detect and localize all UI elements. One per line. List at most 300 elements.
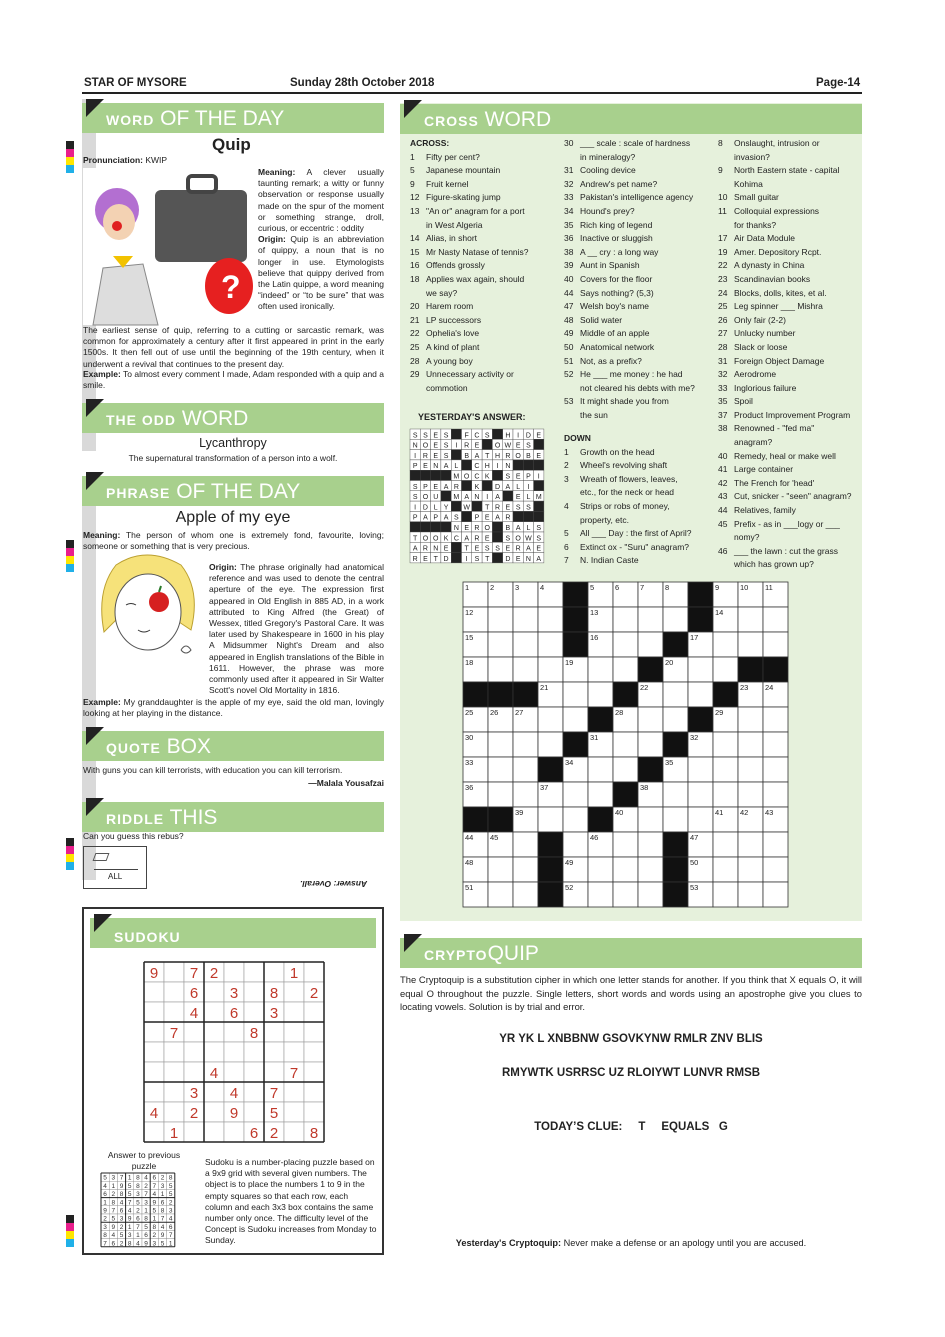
crossword-clue-number: 38 (640, 783, 649, 792)
crossword-cell (638, 857, 663, 882)
yesterday-letter: E (474, 442, 480, 450)
crossword-cell (588, 857, 613, 882)
crossword-cell (588, 882, 613, 907)
yesterday-letter: O (433, 535, 439, 543)
yesterday-letter: L (526, 494, 531, 502)
sudoku-cell (164, 982, 184, 1002)
page-number: Page-14 (816, 77, 861, 89)
clue-number: 29 (410, 369, 420, 380)
clue-number: 19 (718, 246, 728, 257)
sudoku-cell (204, 1042, 224, 1062)
cmyk-mark (66, 540, 74, 572)
sudoku-digit: 3 (229, 985, 239, 1002)
crossword-cell (488, 732, 513, 757)
crossword-clue-number: 52 (565, 883, 574, 892)
clue-number: 15 (410, 246, 420, 257)
clue-text: Not, as a prefix? (580, 355, 642, 366)
yesterday-letter: O (494, 442, 501, 450)
crossword-black-cell (638, 757, 663, 782)
clue-item (410, 300, 560, 314)
clue-number: 24 (718, 287, 728, 298)
sudoku-cell (164, 1082, 184, 1102)
crossword-clue-number: 16 (590, 633, 599, 642)
yesterday-black-cell (451, 501, 461, 511)
clue-number (718, 219, 734, 233)
crossword-cell (613, 757, 638, 782)
sudoku-cell (144, 1082, 164, 1102)
clue-item (718, 191, 862, 205)
clue-text: Cooling device (580, 165, 636, 176)
sudoku-description: Sudoku is a number-placing puzzle based on a 9x9 grid with several given numbers. The object is to place the numbers 1 to 9 in the empty squares so that each row, each column and each 3x3 box contains the same number only once. The difficulty level of the Concept is Sudoku increases from Monday to Sunday. (205, 1157, 377, 1246)
riddle-question: Can you guess this rebus? (83, 831, 184, 841)
crossword-cell (513, 857, 538, 882)
crossword-black-cell (638, 657, 663, 682)
clue-text: He ___ me money : he had (580, 369, 683, 380)
crossword-clue-number: 35 (665, 758, 674, 767)
clue-item (718, 558, 862, 572)
clue-number: 10 (718, 192, 728, 203)
crossword-clue-number: 40 (615, 808, 624, 817)
clue-text: Harem room (426, 301, 474, 312)
yesterday-letter: U (433, 494, 439, 502)
clue-item (564, 191, 716, 205)
clue-number: 38 (718, 423, 728, 434)
yesterday-letter: A (495, 514, 500, 522)
yesterday-black-cell (523, 511, 533, 521)
clue-item (410, 259, 560, 273)
prev-digit: 5 (127, 1191, 132, 1199)
clue-text: etc., for the neck or head (580, 487, 675, 498)
prev-digit: 1 (103, 1199, 107, 1207)
yesterday-black-cell (462, 481, 472, 491)
clue-number: 17 (718, 233, 728, 244)
yesterday-letter: I (486, 494, 489, 502)
yesterday-letter: I (414, 504, 417, 512)
yesterday-letter: S (505, 473, 511, 481)
clue-number: 51 (564, 355, 574, 366)
yesterday-letter: E (433, 442, 439, 450)
yesterday-letter: A (505, 483, 511, 491)
clue-item (718, 164, 862, 178)
clue-number: 5 (410, 165, 415, 176)
quip-history: The earliest sense of quip, referring to a cutting or sarcastic remark, was common for approximately a century after it first appeared in print in the early 1500s. It then fell out of use until the beginning of the 19th century, when it underwent a revival that continues to the present day. (83, 325, 384, 369)
crossword-cell (763, 882, 788, 907)
crossword-clue-number: 21 (540, 683, 549, 692)
clue-item (410, 355, 560, 369)
crossword-black-cell (688, 607, 713, 632)
prev-digit: 1 (127, 1174, 132, 1182)
sudoku-digit: 3 (269, 1005, 279, 1022)
yesterday-letter: E (464, 525, 469, 532)
crossword-clue-number: 36 (465, 783, 474, 792)
clue-item (718, 341, 862, 355)
yesterday-letter: E (433, 432, 439, 440)
yesterday-letter: O (422, 442, 429, 450)
yesterday-letter: L (526, 525, 531, 532)
across-col1 (410, 137, 560, 395)
yesterday-letter: S (443, 432, 449, 440)
crossword-cell (488, 632, 513, 657)
crossword-clue-number: 8 (665, 583, 670, 592)
yesterday-letter: M (535, 494, 542, 502)
yesterday-letter: P (412, 514, 418, 522)
header-rule (82, 92, 862, 94)
yesterday-black-cell (523, 460, 533, 470)
clue-text: A dynasty in China (734, 260, 805, 271)
yesterday-letter: P (474, 514, 480, 522)
yesterday-black-cell (462, 460, 472, 470)
yesterday-letter: E (505, 504, 511, 512)
sudoku-cell (244, 982, 264, 1002)
crossword-cell (688, 757, 713, 782)
crossword-black-cell (613, 782, 638, 807)
clue-number: 21 (410, 314, 420, 325)
crossword-cell (638, 707, 663, 732)
paper-name: STAR OF MYSORE (84, 77, 187, 89)
crossword-black-cell (588, 807, 613, 832)
sudoku-digit: 1 (289, 965, 299, 982)
yesterday-black-cell (410, 522, 420, 532)
clue-item (564, 527, 716, 541)
clue-text: in mineralogy? (580, 151, 636, 162)
crossword-clue-number: 27 (515, 708, 524, 717)
clue-text: we say? (426, 287, 458, 298)
clue-text: Onslaught, intrusion or (734, 138, 820, 148)
prev-digit: 1 (136, 1232, 140, 1240)
crossword-clue-number: 2 (490, 583, 495, 592)
prev-digit: 8 (168, 1174, 173, 1182)
yesterday-black-cell (410, 470, 420, 480)
clue-item (718, 300, 862, 314)
yesterday-letter: E (536, 545, 542, 553)
yesterday-black-cell (492, 470, 502, 480)
yesterday-black-cell (441, 522, 451, 532)
apple-eye-illustration (86, 550, 206, 665)
sudoku-cell (244, 1082, 264, 1102)
crossword-clue-number: 46 (590, 833, 599, 842)
clue-text: Wheel's revolving shaft (580, 460, 668, 471)
clue-item (718, 531, 862, 545)
yesterday-letter: P (423, 483, 428, 491)
clue-text: Hound's prey? (580, 205, 635, 216)
yesterday-letter: N (474, 494, 480, 502)
clue-item (718, 287, 862, 301)
clue-number: 53 (564, 396, 574, 407)
clue-text: Offends grossly (426, 260, 485, 271)
sudoku-digit: 9 (229, 1105, 239, 1122)
sudoku-cell (284, 1002, 304, 1022)
clue-item (410, 368, 560, 382)
clue-number (564, 486, 580, 500)
prev-digit: 9 (111, 1223, 116, 1231)
crossword-clue-number: 3 (515, 583, 520, 592)
yesterday-letter: A (464, 535, 469, 543)
clue-number: 14 (410, 233, 420, 244)
crossword-clue-number: 4 (540, 583, 545, 592)
crossword-clue-number: 32 (690, 733, 699, 742)
clue-number: 31 (718, 355, 728, 366)
quote-author: —Malala Yousafzai (308, 778, 384, 788)
crossword-clue-number: 42 (740, 808, 749, 817)
down-col (564, 432, 716, 568)
sudoku-cell (144, 1022, 164, 1042)
clue-text: Spoil (734, 396, 753, 407)
clue-number: 2 (564, 460, 569, 471)
crossword-black-cell (588, 707, 613, 732)
crossword-cell (713, 782, 738, 807)
clue-item (564, 409, 716, 423)
clue-number: 42 (718, 477, 728, 488)
clue-item (564, 459, 716, 473)
riddle-answer: Answer: Overall. (300, 879, 368, 890)
yesterday-letter: R (453, 483, 459, 491)
crossword-clue-number: 17 (690, 633, 699, 642)
clue-text: Fifty per cent? (426, 151, 480, 162)
clue-text: A __ cry : a long way (580, 246, 659, 257)
crossword-cell (613, 857, 638, 882)
yesterday-letter: K (474, 483, 480, 491)
clue-item (718, 504, 862, 518)
clue-text: North Eastern state - capital (734, 165, 840, 176)
yesterday-letter: E (484, 535, 490, 543)
sudoku-digit: 8 (269, 985, 279, 1002)
crossword-black-cell (538, 882, 563, 907)
clue-item (564, 368, 716, 382)
clue-text: in West Algeria (426, 219, 483, 230)
issue-date: Sunday 28th October 2018 (290, 77, 435, 89)
crossword-clue-number: 25 (465, 708, 474, 717)
clue-item (564, 137, 716, 151)
crossword-clue-number: 20 (665, 658, 674, 667)
crossword-cell (638, 632, 663, 657)
sudoku-digit: 6 (249, 1125, 259, 1142)
prev-digit: 7 (152, 1182, 157, 1190)
crossword-black-cell (763, 657, 788, 682)
down-col3 (718, 137, 862, 572)
sudoku-digit: 7 (269, 1085, 279, 1102)
crossword-cell (488, 882, 513, 907)
crossword-cell (488, 657, 513, 682)
crossword-cell (663, 807, 688, 832)
clue-text: "An or" anagram for a port (426, 205, 525, 216)
sudoku-cell (244, 962, 264, 982)
clue-text: Slack or loose (734, 341, 788, 352)
yesterday-letter: R (412, 555, 418, 563)
crossword-cell (588, 757, 613, 782)
sudoku-digit: 6 (229, 1005, 239, 1022)
crossword-cell (513, 632, 538, 657)
crossword-clue-number: 39 (515, 808, 524, 817)
prev-digit: 1 (111, 1182, 116, 1190)
yesterday-letter: N (505, 463, 511, 471)
clue-number: 37 (718, 409, 728, 420)
crossword-clue-number: 29 (715, 708, 724, 717)
cryptoquip-bar: CRYPTOQUIP (400, 938, 862, 968)
clue-number: 25 (410, 341, 420, 352)
quip-example: Example: To almost every comment I made, Adam responded with a quip and a smile. (83, 369, 384, 391)
cryptoquip-intro: The Cryptoquip is a substitution cipher in which one letter stands for another. If you think that X equals O, it will equal O throughout the puzzle. Single letters, short words and words using an apostrophe give you clues to locating vowels. Solution is by trial and error. (400, 974, 862, 1013)
prev-digit: 9 (103, 1207, 107, 1215)
clue-number: 44 (564, 287, 574, 298)
prev-digit: 6 (144, 1232, 148, 1240)
clue-text: Blocks, dolls, kites, et al. (734, 287, 827, 298)
crossword-black-cell (613, 682, 638, 707)
yesterday-letter: B (464, 452, 469, 460)
crossword-cell (513, 757, 538, 782)
clue-number: 40 (564, 273, 574, 284)
word-of-day-title: Quip (212, 135, 251, 154)
prev-digit: 5 (103, 1174, 107, 1182)
sudoku-cell (164, 962, 184, 982)
prev-digit: 7 (144, 1191, 148, 1199)
clue-text: not cleared his debts with me? (580, 382, 695, 393)
crossword-cell (713, 732, 738, 757)
crossword-cell (688, 807, 713, 832)
clue-item (718, 382, 862, 396)
sudoku-cell (224, 1042, 244, 1062)
sudoku-cell (304, 1082, 324, 1102)
clue-item (718, 259, 862, 273)
crossword-clue-number: 18 (465, 658, 474, 667)
prev-digit: 7 (103, 1240, 107, 1248)
across-col2 (564, 137, 716, 422)
prev-digit: 9 (127, 1215, 132, 1223)
crossword-clue-number: 11 (765, 583, 773, 592)
clue-number: 23 (718, 273, 728, 284)
crossword-cell (663, 607, 688, 632)
prev-digit: 4 (168, 1215, 173, 1223)
yesterday-letter: P (412, 463, 418, 471)
yesterday-letter: W (525, 535, 532, 543)
sudoku-cell (284, 1022, 304, 1042)
yesterday-letter: R (474, 525, 480, 532)
prev-digit: 2 (160, 1174, 165, 1182)
yesterday-black-cell (441, 491, 451, 501)
rebus-box (83, 846, 147, 889)
crossword-black-cell (663, 732, 688, 757)
yesterday-answer-grid (410, 429, 544, 565)
crossword-cell (488, 607, 513, 632)
crossword-clue-number: 30 (465, 733, 474, 742)
yesterday-letter: A (423, 514, 428, 522)
yesterday-letter: E (443, 545, 449, 553)
clue-number: 16 (410, 260, 420, 271)
clue-item (718, 205, 862, 219)
crossword-cell (738, 632, 763, 657)
yesterday-letter: A (474, 452, 480, 460)
crossword-cell (638, 882, 663, 907)
sudoku-digit: 8 (309, 1125, 319, 1142)
clue-item (410, 205, 560, 219)
crossword-cell (538, 707, 563, 732)
clue-text: Small guitar (734, 192, 779, 203)
clue-text: Large container (734, 464, 794, 475)
crossword-clue-number: 7 (640, 583, 645, 592)
crossword-cell (738, 832, 763, 857)
crossword-cell (638, 607, 663, 632)
sudoku-digit: 2 (189, 1105, 199, 1122)
clue-text: A young boy (426, 355, 473, 366)
sudoku-digit: 2 (269, 1125, 279, 1142)
clue-number: 12 (410, 192, 420, 203)
sudoku-cell (204, 1022, 224, 1042)
clue-text: Rich king of legend (580, 219, 653, 230)
prev-digit: 4 (160, 1223, 165, 1231)
clue-text: Pakistan's intelligence agency (580, 192, 694, 203)
yesterday-letter: S (484, 432, 490, 440)
prev-digit: 2 (136, 1207, 140, 1215)
crossword-black-cell (463, 682, 488, 707)
clue-text: Cut, snicker - "seen" anagram? (734, 491, 852, 502)
svg-text:?: ? (221, 269, 241, 305)
clue-text: Leg spinner ___ Mishra (734, 301, 823, 312)
yesterday-letter: A (495, 494, 500, 502)
crossword-cell (538, 657, 563, 682)
clue-item (564, 554, 716, 568)
clue-number: 47 (564, 301, 574, 312)
clue-text: It might shade you from (580, 396, 669, 407)
clue-text: Japanese mountain (426, 165, 501, 176)
yesterday-black-cell (431, 470, 441, 480)
yesterday-black-cell (492, 532, 502, 542)
yesterday-letter: S (412, 483, 418, 491)
yesterday-letter: T (485, 452, 490, 460)
prev-digit: 2 (119, 1223, 124, 1231)
clue-text: Alias, in short (426, 233, 478, 244)
clue-text: invasion? (734, 151, 770, 162)
prev-digit: 7 (136, 1223, 140, 1231)
phrase-meaning: Meaning: The person of whom one is extremely fond, favourite, loving; someone or something that is very precious. (83, 530, 384, 552)
yesterday-letter: N (433, 545, 439, 553)
yesterday-black-cell (513, 511, 523, 521)
crossword-black-cell (538, 757, 563, 782)
yesterday-letter: R (495, 504, 501, 512)
prev-digit: 6 (152, 1174, 157, 1182)
clue-number: 34 (564, 205, 574, 216)
yesterday-black-cell (451, 553, 461, 563)
prev-digit: 7 (111, 1207, 116, 1215)
clue-item (718, 246, 862, 260)
yesterday-black-cell (482, 481, 492, 491)
yesterday-letter: S (443, 442, 449, 450)
crossword-cell (763, 832, 788, 857)
prev-digit: 2 (111, 1191, 116, 1199)
clue-item (564, 514, 716, 528)
prev-digit: 5 (127, 1182, 132, 1190)
clue-text: which has grown up? (734, 559, 814, 570)
yesterday-letter: S (495, 545, 500, 553)
sudoku-cell (304, 1062, 324, 1082)
riddle-bar: RIDDLE THIS (82, 802, 384, 832)
prev-digit: 5 (168, 1191, 173, 1199)
pronunciation: Pronunciation: KWIP (83, 155, 168, 165)
clue-item (564, 486, 716, 500)
crossword-clue-number: 45 (490, 833, 499, 842)
clue-text: ___ scale : scale of hardness (580, 138, 691, 148)
yesterday-letter: R (474, 535, 480, 543)
sudoku-cell (164, 1102, 184, 1122)
yesterday-letter: D (422, 504, 428, 512)
clue-item (410, 273, 560, 287)
clue-item (410, 287, 560, 301)
clue-item (564, 314, 716, 328)
crossword-cell (588, 782, 613, 807)
clue-item (718, 490, 862, 504)
clue-item (410, 341, 560, 355)
yesterday-black-cell (503, 491, 513, 501)
clue-text: Aerodrome (734, 369, 777, 380)
clue-item (410, 327, 560, 341)
